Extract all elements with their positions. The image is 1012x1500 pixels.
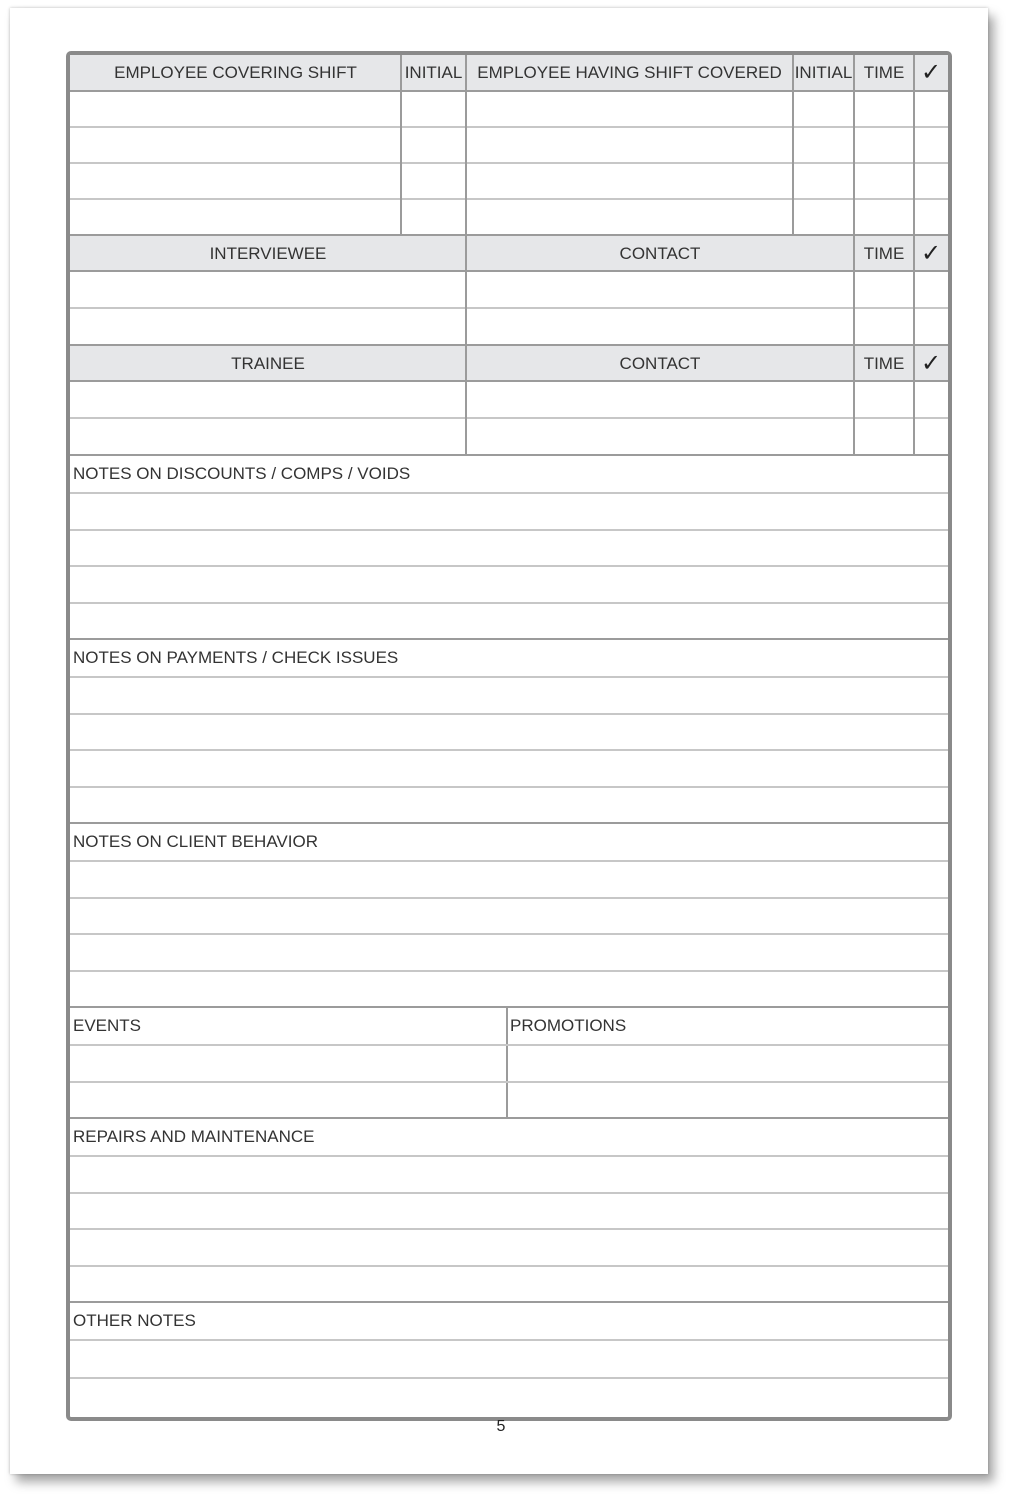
header-initial-1: INITIAL: [401, 55, 466, 90]
document-page: [10, 8, 988, 1474]
shift-report-form: [66, 51, 952, 1421]
section-label-events: EVENTS: [73, 1016, 142, 1035]
header-employee-covering-shift: EMPLOYEE COVERING SHIFT: [70, 55, 401, 90]
header-interviewee: INTERVIEWEE: [70, 236, 466, 270]
checkmark-icon: ✓: [914, 55, 948, 90]
header-time-1: TIME: [854, 55, 914, 90]
checkmark-icon: ✓: [914, 346, 948, 380]
checkmark-icon: ✓: [914, 236, 948, 270]
section-label-promotions: PROMOTIONS: [510, 1016, 627, 1035]
section-label-other-notes: OTHER NOTES: [73, 1311, 196, 1330]
header-initial-2: INITIAL: [793, 55, 854, 90]
section-label-client-behavior: NOTES ON CLIENT BEHAVIOR: [73, 832, 318, 851]
header-contact-2: CONTACT: [466, 346, 854, 380]
section-label-discounts: NOTES ON DISCOUNTS / COMPS / VOIDS: [73, 464, 411, 483]
section-label-repairs: REPAIRS AND MAINTENANCE: [73, 1127, 315, 1146]
header-time-3: TIME: [854, 346, 914, 380]
header-contact-1: CONTACT: [466, 236, 854, 270]
page-number: 5: [496, 1418, 506, 1435]
header-trainee: TRAINEE: [70, 346, 466, 380]
header-employee-having-shift-covered: EMPLOYEE HAVING SHIFT COVERED: [466, 55, 793, 90]
header-time-2: TIME: [854, 236, 914, 270]
section-label-payments: NOTES ON PAYMENTS / CHECK ISSUES: [73, 648, 399, 667]
